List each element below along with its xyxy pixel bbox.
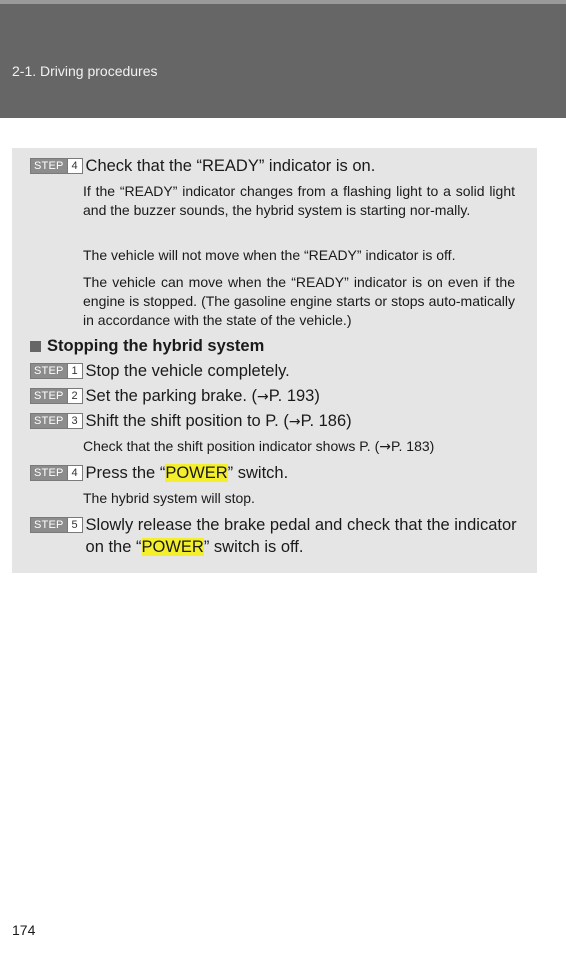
step-badge: STEP 1 [30, 363, 83, 379]
arrow-right-icon: → [288, 414, 301, 430]
step-text: Stop the vehicle completely. [85, 362, 290, 380]
step-text: Check that the “READY” indicator is on. [85, 157, 376, 175]
step-text: Shift the shift position to P. (→P. 186) [85, 412, 352, 430]
step-2 [30, 385, 320, 408]
header-band [0, 0, 566, 118]
step-5 [30, 514, 517, 558]
section-title: 2-1. Driving procedures [12, 63, 158, 79]
step-1 [30, 360, 290, 382]
section-heading [30, 337, 264, 356]
step-badge: STEP 2 [30, 388, 83, 404]
arrow-right-icon: → [379, 439, 391, 455]
note-ready-flashing: If the “READY” indicator changes from a flashing light to a solid light and the buzzer sounds, the hybrid system is starting nor-mally. [83, 183, 515, 218]
square-bullet-icon [30, 341, 41, 352]
header-top-line [0, 0, 566, 4]
step-3 [30, 410, 352, 433]
note-ready-off: The vehicle will not move when the “READY” indicator is off. [83, 247, 456, 263]
step-text: Slowly release the brake pedal and check that the indicator on the “POWER” switch is off. [85, 516, 517, 556]
power-highlight: POWER [141, 538, 204, 556]
note-ready-on: The vehicle can move when the “READY” indicator is on even if the engine is stopped. (The gasoline engine starts or stops auto-matically in accordance with the state of the vehicle.) [83, 274, 515, 328]
step-text: Set the parking brake. (→P. 193) [85, 387, 320, 405]
step-ready [30, 155, 375, 177]
page-number: 174 [12, 922, 36, 938]
heading-text: Stopping the hybrid system [47, 337, 265, 355]
step-badge: STEP 4 [30, 465, 83, 481]
arrow-right-icon: → [257, 389, 269, 405]
note-shift-indicator: Check that the shift position indicator shows P. (→P. 183) [83, 438, 435, 455]
step-badge: STEP 5 [30, 517, 83, 533]
step-badge: STEP 3 [30, 413, 83, 429]
step-text: Press the “POWER” switch. [85, 464, 289, 482]
step-4 [30, 462, 288, 484]
step-badge: STEP 4 [30, 158, 83, 174]
power-highlight: POWER [165, 464, 228, 482]
note-hybrid-stop: The hybrid system will stop. [83, 490, 255, 506]
